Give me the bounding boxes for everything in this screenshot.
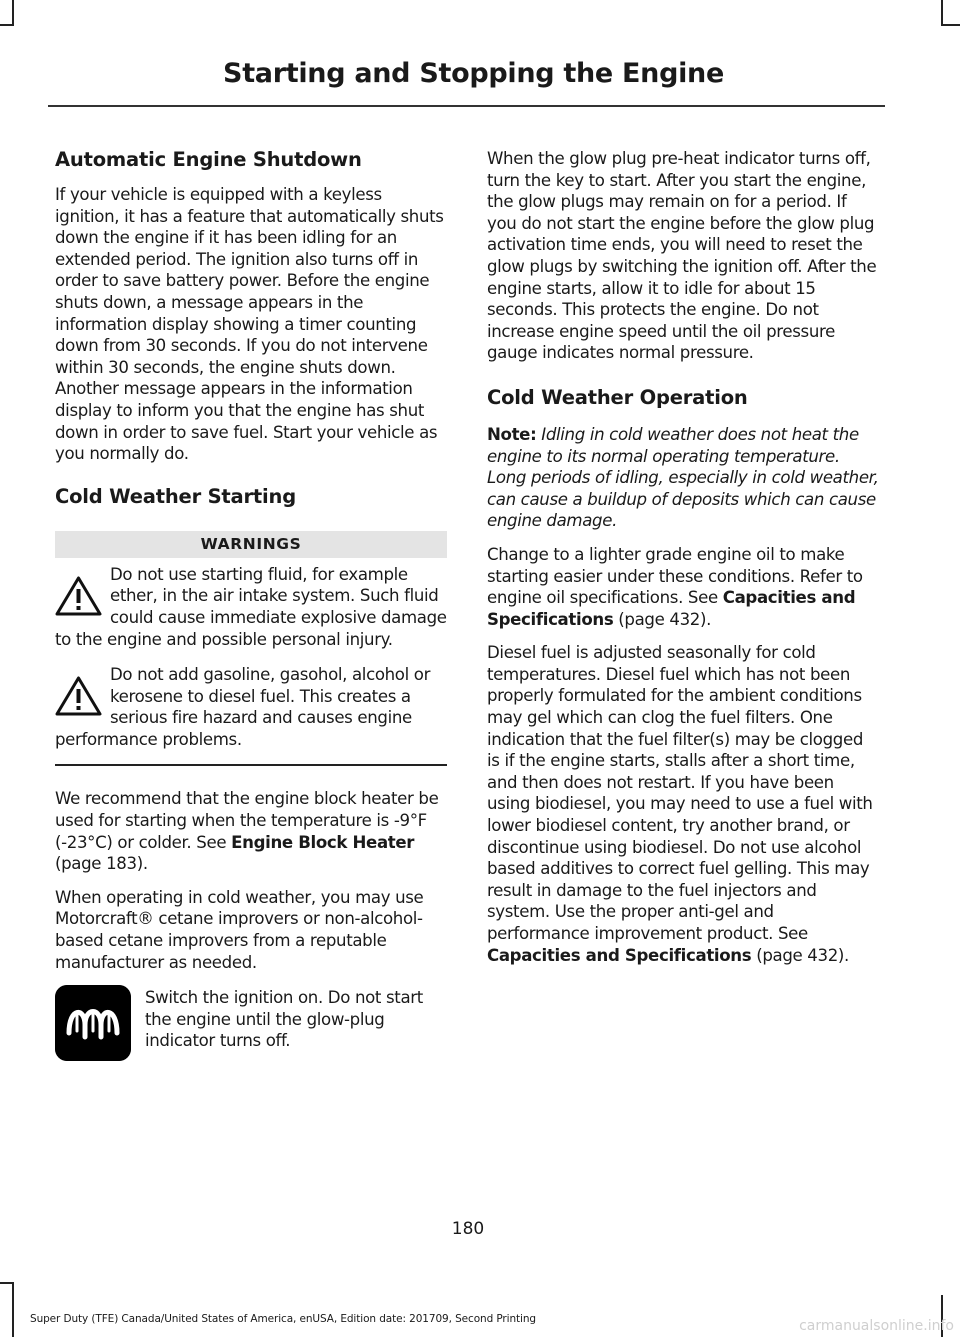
crop-mark	[12, 1282, 14, 1337]
header-rule	[48, 105, 885, 107]
capacities-link[interactable]: Capacities and Specifications	[487, 588, 856, 629]
crop-mark	[0, 1282, 14, 1284]
note-paragraph	[487, 424, 879, 532]
section-heading-auto-shutdown: Automatic Engine Shutdown	[55, 148, 362, 171]
warning-triangle-icon	[55, 576, 102, 616]
section-heading-cold-starting: Cold Weather Starting	[55, 484, 296, 508]
page-reference: (page 183).	[55, 854, 148, 874]
oil-paragraph	[487, 544, 879, 630]
warning-text: Do not use starting fluid, for example ether, in the air intake system. Such fluid could cause immediate explosive damage to the engine and possible personal injury.	[55, 564, 447, 649]
oil-text: Change to a lighter grade engine oil to make starting easier under these conditions. Refer to engine oil specifications. See	[487, 544, 863, 608]
auto-shutdown-body: If your vehicle is equipped with a keyless ignition, it has a feature that automatically shuts down the engine if it has been idling for an extended period. The ignition also turns off in order to save battery power. Before the engine shuts down, a message appears in the information display showing a timer counting down from 30 seconds. If you do not intervene within 30 seconds, the engine shuts down. Another message appears in the information display to inform you that the engine has shut down in order to save fuel. Start your vehicle as you normally do.	[55, 185, 444, 464]
watermark: carmanualsonline.info	[799, 1318, 954, 1334]
page-reference: (page 432).	[613, 609, 712, 629]
glow-plug-block	[55, 985, 447, 1061]
block-heater-text: We recommend that the engine block heater be used for starting when the temperature is -9°F (-23°C) or colder. See	[55, 789, 439, 852]
warning-triangle-icon	[55, 676, 102, 716]
diesel-paragraph	[487, 642, 879, 966]
left-column	[55, 148, 447, 1061]
right-column	[487, 148, 879, 978]
warning-item	[55, 564, 447, 650]
capacities-link[interactable]: Capacities and Specifications	[487, 945, 752, 965]
glow-plug-continued: When the glow plug pre-heat indicator turns off, turn the key to start. After you start the engine, the glow plugs may remain on for a period. If you do not start the engine before the glow plug activation time ends, you will need to reset the glow plugs by switching the ignition off. After the engine starts, allow it to idle for about 15 seconds. This protects the engine. Do not increase engine speed until the oil pressure gauge indicates normal pressure.	[487, 149, 877, 363]
crop-mark	[0, 24, 14, 26]
page-reference: (page 432).	[751, 945, 849, 965]
edition-footer: Super Duty (TFE) Canada/United States of America, enUSA, Edition date: 201709, Second Printing	[30, 1313, 536, 1325]
section-heading-cold-operation: Cold Weather Operation	[487, 385, 748, 409]
note-text: Idling in cold weather does not heat the engine to its normal operating temperature. Long periods of idling, especially in cold weather, can cause a buildup of deposits which can cause engine damage.	[487, 424, 879, 531]
warnings-divider	[55, 764, 447, 766]
glow-plug-text: Switch the ignition on. Do not start the engine until the glow-plug indicator turns off.	[145, 988, 423, 1051]
cetane-paragraph: When operating in cold weather, you may use Motorcraft® cetane improvers or non-alcohol-based cetane improvers from a reputable manufacturer as needed.	[55, 887, 424, 972]
crop-mark	[12, 0, 14, 24]
warning-text: Do not add gasoline, gasohol, alcohol or kerosene to diesel fuel. This creates a serious fire hazard and causes engine performance problems.	[55, 665, 431, 749]
crop-mark	[941, 24, 960, 26]
diesel-text: Diesel fuel is adjusted seasonally for cold temperatures. Diesel fuel which has not been properly formulated for the ambient conditions may gel which can clog the fuel filters. One indication that the fuel filter(s) may be clogged is if the engine starts, stalls after a short time, and then does not restart. If you have been using biodiesel, you may need to use a fuel with lower biodiesel content, try another brand, or discontinue using biodiesel. Do not use alcohol based additives to correct fuel gelling. This may result in damage to the fuel injectors and system. Use the proper anti-gel and performance improvement product. See	[487, 643, 873, 943]
note-label: Note:	[487, 424, 537, 444]
warnings-header: WARNINGS	[55, 531, 447, 558]
page-number: 180	[451, 1219, 485, 1239]
block-heater-paragraph	[55, 788, 447, 874]
warning-item	[55, 664, 447, 750]
page-title: Starting and Stopping the Engine	[223, 58, 724, 89]
engine-block-heater-link[interactable]: Engine Block Heater	[231, 832, 415, 852]
glow-plug-icon	[55, 985, 131, 1061]
crop-mark	[941, 0, 943, 24]
